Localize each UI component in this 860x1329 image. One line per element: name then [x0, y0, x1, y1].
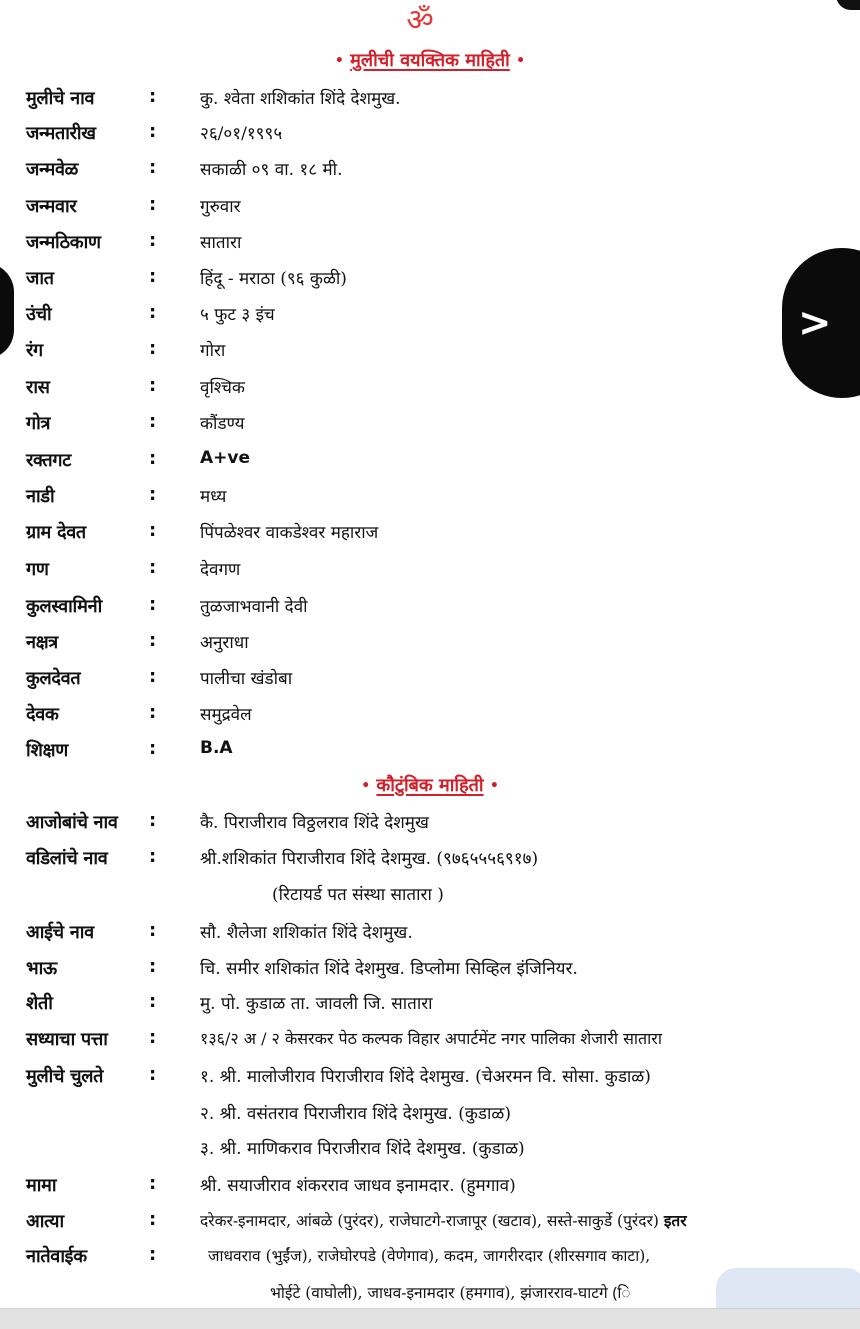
personal-info-heading: • मुलीची वयक्तिक माहिती • [334, 50, 526, 71]
address-row [0, 1027, 860, 1057]
field-label: नाडी [26, 486, 55, 507]
colon: : [149, 991, 157, 1012]
grandfather-value: कै. पिराजीराव विठ्ठलराव शिंदे देशमुख [200, 813, 429, 833]
field-value: B.A [200, 738, 233, 758]
colon: : [149, 1173, 157, 1194]
personal-row [0, 157, 860, 187]
field-value: गुरुवार [200, 197, 241, 217]
colon: : [149, 956, 157, 977]
field-label: जन्मवार [26, 196, 77, 217]
grandfather-row [0, 810, 860, 840]
brother-label: भाऊ [26, 958, 57, 979]
personal-row [0, 230, 860, 260]
personal-row [0, 702, 860, 732]
colon: : [149, 121, 157, 142]
farm-row [0, 991, 860, 1021]
colon: : [149, 630, 157, 651]
colon: : [149, 846, 157, 867]
field-label: कुलदेवत [26, 668, 81, 689]
personal-row [0, 411, 860, 441]
colon: : [149, 86, 157, 107]
relatives-value: जाधवराव (भुईंज), राजेघोरपडे (वेणेगाव), कदम, जागरीरदार (शीरसगाव काटा), [208, 1247, 651, 1265]
address-label: सध्याचा पत्ता [26, 1029, 108, 1050]
field-label: कुलस्वामिनी [26, 596, 102, 617]
colon: : [149, 1027, 157, 1048]
field-label: देवक [26, 704, 59, 725]
brother-row [0, 956, 860, 986]
family-info-heading: • कौटुंबिक माहिती • [361, 775, 499, 796]
atya-extra: इतर [663, 1212, 687, 1230]
colon: : [149, 448, 157, 469]
personal-row [0, 484, 860, 514]
mama-label: मामा [26, 1175, 57, 1196]
field-value: अनुराधा [200, 633, 249, 653]
field-value: ५ फुट ३ इंच [200, 305, 275, 325]
uncles-row [0, 1064, 860, 1094]
colon: : [149, 1209, 157, 1230]
field-label: जात [26, 268, 54, 289]
om-icon: ॐ [406, 3, 434, 38]
chevron-right-icon: > [798, 300, 832, 346]
personal-row [0, 302, 860, 332]
field-value: गोरा [200, 341, 226, 361]
field-value: वृश्चिक [200, 378, 245, 398]
personal-row [0, 121, 860, 151]
field-label: जन्मठिकाण [26, 232, 101, 253]
field-value: देवगण [200, 560, 241, 580]
field-value: हिंदू - मराठा (९६ कुळी) [200, 269, 347, 289]
atya-row [0, 1209, 860, 1239]
colon: : [149, 411, 157, 432]
personal-row [0, 338, 860, 368]
personal-row [0, 520, 860, 550]
field-label: नक्षत्र [26, 632, 58, 653]
father-value: श्री.शशिकांत पिराजीराव शिंदे देशमुख. (९७६५५५६९१७) [200, 849, 539, 869]
personal-row [0, 557, 860, 587]
colon: : [149, 810, 157, 831]
field-label: उंची [26, 304, 52, 325]
colon: : [149, 557, 157, 578]
personal-row [0, 375, 860, 405]
field-label: रक्तगट [26, 450, 71, 471]
field-label: गण [26, 559, 49, 580]
field-label: गोत्र [26, 413, 51, 434]
field-value: A+ve [200, 448, 251, 468]
colon: : [149, 666, 157, 687]
colon: : [149, 157, 157, 178]
colon: : [149, 302, 157, 323]
address-value: १३६/२ अ / २ केसरकर पेठ कल्पक विहार अपार्टमेंट नगर पालिका शेजारी सातारा [200, 1029, 662, 1048]
colon: : [149, 375, 157, 396]
field-value: कु. श्वेता शशिकांत शिंदे देशमुख. [200, 89, 401, 109]
colon: : [149, 520, 157, 541]
atya-value: दरेकर-इनामदार, आंबळे (पुरंदर), राजेघाटगे-राजापूर (खटाव), सस्ते-साकुर्डे (पुरंदर) इतर [200, 1212, 687, 1230]
field-value: कौंडण्य [200, 414, 245, 434]
field-value: तुळजाभवानी देवी [200, 597, 308, 617]
mama-row [0, 1173, 860, 1203]
personal-row [0, 630, 860, 660]
colon: : [149, 1064, 157, 1085]
personal-row [0, 266, 860, 296]
field-label: ग्राम देवत [26, 522, 86, 543]
grandfather-label: आजोबांचे नाव [26, 812, 118, 833]
relatives-value-cont: भोईटे (वाघोली), जाधव-इनामदार (हमगाव), झंजारराव-घाटगे (ि [270, 1284, 631, 1302]
colon: : [149, 1244, 157, 1265]
personal-row [0, 738, 860, 768]
mother-value: सौ. शैलेजा शशिकांत शिंदे देशमुख. [200, 923, 413, 943]
farm-value: मु. पो. कुडाळ ता. जावली जि. सातारा [200, 994, 433, 1014]
uncles-value-2: २. श्री. वसंतराव पिराजीराव शिंदे देशमुख. (कुडाळ) [200, 1104, 511, 1124]
corner-decoration [836, 0, 860, 10]
atya-label: आत्या [26, 1211, 64, 1232]
personal-row [0, 448, 860, 478]
colon: : [149, 702, 157, 723]
field-value: समुद्रवेल [200, 705, 252, 725]
colon: : [149, 484, 157, 505]
personal-row [0, 666, 860, 696]
field-value: मध्य [200, 487, 227, 507]
father-occupation: (रिटायर्ड पत संस्था सातारा ) [272, 885, 444, 905]
personal-row [0, 86, 860, 116]
personal-row [0, 194, 860, 224]
field-value: सकाळी ०९ वा. १८ मी. [200, 160, 343, 180]
mother-row [0, 920, 860, 950]
overlay-bubble [716, 1268, 860, 1308]
father-row [0, 846, 860, 876]
father-label: वडिलांचे नाव [26, 848, 108, 869]
field-value: सातारा [200, 233, 242, 253]
field-label: मुलीचे नाव [26, 88, 95, 109]
field-label: रंग [26, 340, 43, 361]
field-label: शिक्षण [26, 740, 68, 761]
colon: : [149, 266, 157, 287]
mama-value: श्री. सयाजीराव शंकरराव जाधव इनामदार. (हुमगाव) [200, 1176, 516, 1196]
uncles-value-1: १. श्री. मालोजीराव पिराजीराव शिंदे देशमुख. (चेअरमन वि. सोसा. कुडाळ) [200, 1067, 651, 1087]
field-label: रास [26, 377, 50, 398]
field-value: २६/०१/१९९५ [200, 124, 283, 144]
colon: : [149, 738, 157, 759]
uncles-value-3: ३. श्री. माणिकराव पिराजीराव शिंदे देशमुख. (कुडाळ) [200, 1139, 525, 1159]
colon: : [149, 230, 157, 251]
colon: : [149, 194, 157, 215]
farm-label: शेती [26, 993, 53, 1014]
brother-value: चि. समीर शशिकांत शिंदे देशमुख. डिप्लोमा सिव्हिल इंजिनियर. [200, 959, 578, 979]
field-label: जन्मवेळ [26, 159, 79, 180]
colon: : [149, 338, 157, 359]
bottom-bar [0, 1308, 860, 1329]
field-value: पालीचा खंडोबा [200, 669, 293, 689]
field-value: पिंपळेश्वर वाकडेश्वर महाराज [200, 523, 379, 543]
colon: : [149, 920, 157, 941]
colon: : [149, 594, 157, 615]
personal-row [0, 594, 860, 624]
relatives-label: नातेवाईक [26, 1246, 87, 1267]
field-label: जन्मतारीख [26, 123, 96, 144]
mother-label: आईचे नाव [26, 922, 94, 943]
uncles-label: मुलीचे चुलते [26, 1066, 104, 1087]
